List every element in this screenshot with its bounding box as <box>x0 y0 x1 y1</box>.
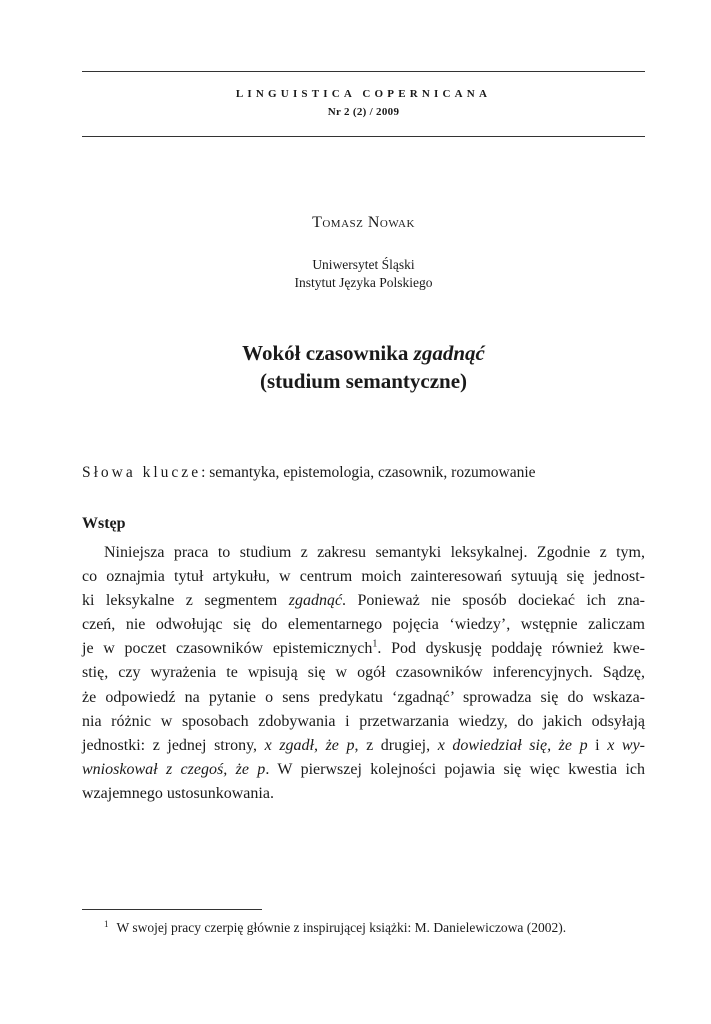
paragraph-line: stię, czy wyrażenia te wpisują się w ogół czasowników inferencyjnych. Sądzę, <box>82 664 645 682</box>
journal-title: LINGUISTICA COPERNICANA <box>235 88 492 100</box>
paragraph-line: czeń, nie odwołując się do elementarnego pojęcia ‘wiedzy’, wstępnie zaliczam <box>82 616 645 634</box>
text-run: ki leksykalne z segmentem <box>82 592 289 610</box>
text-run-italic: x dowiedział się, że p <box>437 736 588 754</box>
title-italic: zgadnąć <box>413 341 485 365</box>
text-run: . W pierwszej kolejności pojawia się więc kwestia ich <box>265 760 646 778</box>
paragraph-line <box>82 758 645 782</box>
article-title-line1 <box>82 341 645 366</box>
paragraph-line <box>82 637 645 661</box>
paragraph-line <box>82 589 645 613</box>
title-plain: Wokół czasownika <box>242 341 414 365</box>
footnote-text: W swojej pracy czerpię głównie z inspirującej książki: M. Danielewiczowa (2002). <box>116 920 567 935</box>
paragraph-line: co oznajmia tytuł artykułu, w centrum moich zainteresowań sytuują się jednost- <box>82 568 645 586</box>
text-run-italic: zgadnąć <box>288 592 343 610</box>
text-run: jednostki: z jednej strony, <box>82 736 265 754</box>
text-run: je w poczet czasowników epistemicznych <box>82 640 373 658</box>
header-bottom-rule <box>82 136 645 137</box>
footnote-ref[interactable]: 1 <box>372 639 378 651</box>
footnote <box>104 920 566 936</box>
footnote-number: 1 <box>104 918 109 929</box>
keywords-label: Słowa klucze <box>82 464 202 481</box>
paragraph-line: wzajemnego ustosunkowania. <box>82 784 274 802</box>
text-run: , z drugiej, <box>354 736 438 754</box>
text-run: . Ponieważ nie sposób dociekać ich zna- <box>342 592 645 610</box>
intro-paragraph <box>82 541 645 806</box>
text-run-italic: x wy- <box>607 736 646 754</box>
paragraph-line <box>82 734 645 758</box>
author-name: Tomasz Nowak <box>312 214 415 231</box>
keywords-colon: : <box>201 464 210 481</box>
text-run-italic: wnioskował z czegoś, że p <box>82 760 266 778</box>
paragraph-line: że odpowiedź na pytanie o sens predykatu ‘zgadnąć’ sprowadza się do wskaza- <box>82 688 645 706</box>
header-top-rule <box>82 71 645 72</box>
keywords <box>82 464 645 482</box>
article-title-line2: (studium semantyczne) <box>259 369 468 393</box>
affiliation-university: Uniwersytet Śląski <box>312 257 415 272</box>
section-heading: Wstęp <box>82 515 126 532</box>
paragraph-line: Niniejsza praca to studium z zakresu semantyki leksykalnej. Zgodnie z tym, <box>104 544 645 561</box>
text-run: i <box>587 736 608 754</box>
affiliation-institute: Instytut Języka Polskiego <box>294 275 433 290</box>
journal-issue: Nr 2 (2) / 2009 <box>327 106 400 118</box>
footnote-rule <box>82 909 262 910</box>
keywords-text: semantyka, epistemologia, czasownik, rozumowanie <box>209 464 536 481</box>
text-run-italic: x zgadł, że p <box>264 736 355 754</box>
text-run: . Pod dyskusję poddaję również kwe- <box>377 640 646 658</box>
paragraph-line: nia różnic w sposobach zdobywania i przetwarzania wiedzy, do jakich odsyłają <box>82 712 645 730</box>
